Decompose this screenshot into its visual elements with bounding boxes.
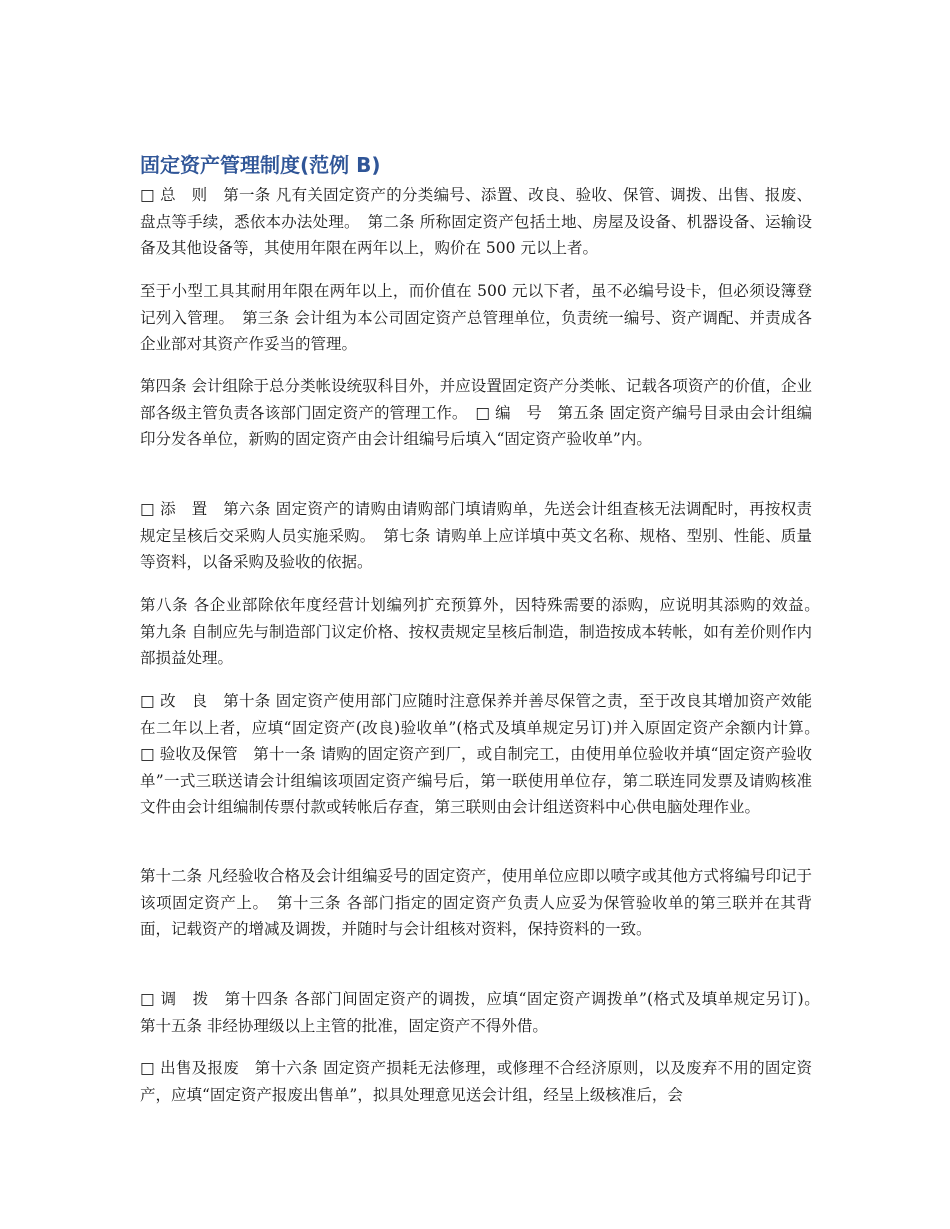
paragraph-marking-custody: 第十二条 凡经验收合格及会计组编妥号的固定资产，使用单位应即以喷字或其他方式将编号印记于该项固定资产上。 第十三条 各部门指定的固定资产负责人应妥为保管验收单的第三联并在其背面，记载资产的增减及调拨，并随时与会计组核对资料，保持资料的一致。: [140, 867, 812, 938]
paragraph-acquisition: □ 添 置 第六条 固定资产的请购由请购部门填请购单，先送会计组查核无法调配时，再按权责规定呈核后交采购人员实施采购。 第七条 请购单上应详填中英文名称、规格、型别、性能、质量等资料，以备采购及验收的依据。: [140, 500, 812, 571]
paragraph-small-tools: 至于小型工具其耐用年限在两年以上，而价值在 500 元以下者，虽不必编号设卡，但必须设簿登记列入管理。 第三条 会计组为本公司固定资产总管理单位，负责统一编号、资产调配、并责成各企业部对其资产作妥当的管理。: [140, 282, 812, 353]
document-title: 固定资产管理制度(范例 B): [140, 153, 381, 177]
paragraph-budget: 第八条 各企业部除依年度经营计划编列扩充预算外，因特殊需要的添购，应说明其添购的效益。 第九条 自制应先与制造部门议定价格、按权责规定呈核后制造，制造按成本转帐，如有差价则作内部损益处理。: [140, 596, 828, 667]
paragraph-improvement-inspection: □ 改 良 第十条 固定资产使用部门应随时注意保养并善尽保管之责，至于改良其增加资产效能在二年以上者，应填“固定资产(改良)验收单”(格式及填单规定另订)并入原固定资产余额内计算。 □ 验收及保管 第十一条 请购的固定资产到厂，或自制完工，由使用单位验收并填“固定资产验收单”一式三联送请会计组编该项固定资产编号后，第一联使用单位存，第二联连同发票及请购核准文件由会计组编制传票付款或转帐后存查，第三联则由会计组送资料中心供电脑处理作业。: [140, 692, 828, 816]
paragraph-numbering: 第四条 会计组除于总分类帐设统驭科目外，并应设置固定资产分类帐、记载各项资产的价值，企业部各级主管负责各该部门固定资产的管理工作。 □ 编 号 第五条 固定资产编号目录由会计组编印分发各单位，新购的固定资产由会计组编号后填入“固定资产验收单”内。: [140, 377, 812, 448]
paragraph-transfer: □ 调 拨 第十四条 各部门间固定资产的调拨，应填“固定资产调拨单”(格式及填单规定另订)。 第十五条 非经协理级以上主管的批准，固定资产不得外借。: [140, 990, 828, 1035]
paragraph-disposal: □ 出售及报废 第十六条 固定资产损耗无法修理，或修理不合经济原则，以及废弃不用的固定资产，应填“固定资产报废出售单”，拟具处理意见送会计组，经呈上级核准后，会: [140, 1059, 812, 1104]
paragraph-general-provisions: □ 总 则 第一条 凡有关固定资产的分类编号、添置、改良、验收、保管、调拨、出售、报废、盘点等手续，悉依本办法处理。 第二条 所称固定资产包括土地、房屋及设备、机器设备、运输设备及其他设备等，其使用年限在两年以上，购价在 500 元以上者。: [140, 186, 812, 257]
